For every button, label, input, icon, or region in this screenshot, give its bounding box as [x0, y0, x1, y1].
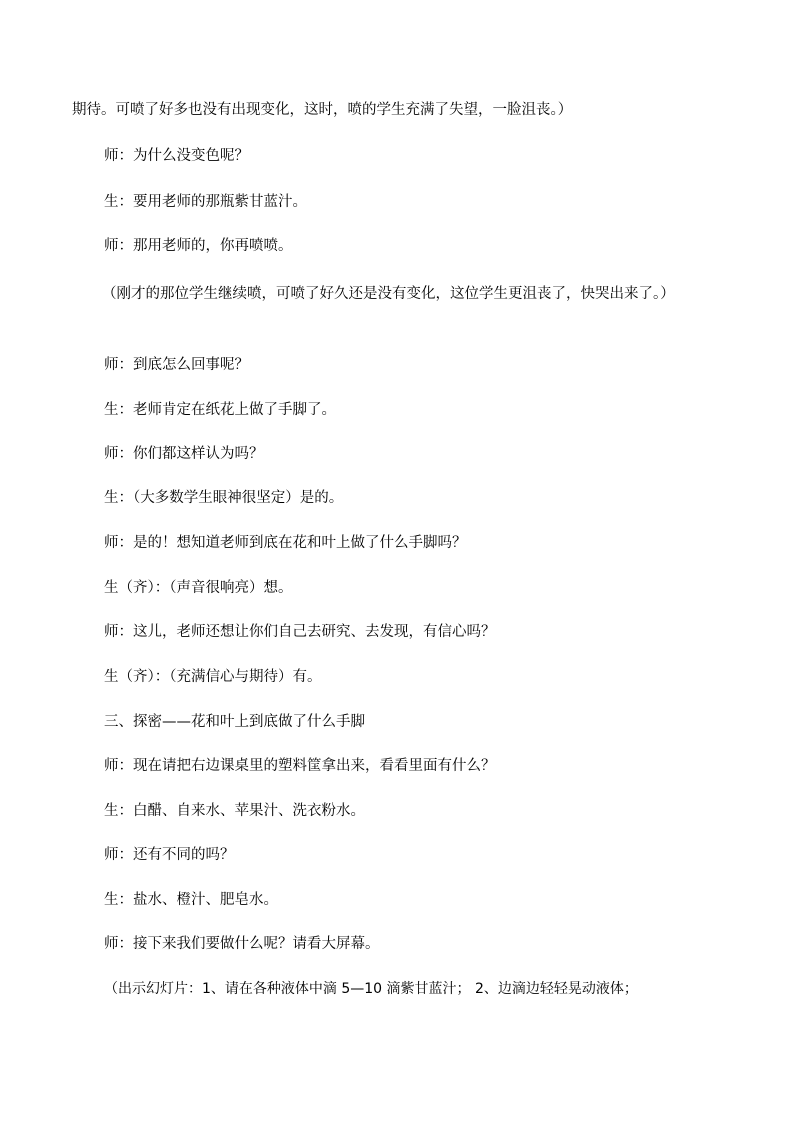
text-line: 师：还有不同的吗？ — [104, 847, 235, 863]
text-line: 师：你们都这样认为吗？ — [104, 446, 264, 462]
text-line: 师：那用老师的，你再喷喷。 — [104, 238, 293, 254]
text-line: 师：这儿，老师还想让你们自己去研究、去发现，有信心吗？ — [104, 624, 496, 640]
text-line: 师：为什么没变色呢？ — [104, 148, 249, 164]
text-line: 期待。可喷了好多也没有出现变化，这时，喷的学生充满了失望，一脸沮丧。） — [72, 102, 573, 118]
text-line: 生：（大多数学生眼神很坚定）是的。 — [104, 490, 344, 506]
text-paragraph: （刚才的那位学生继续喷，可喷了好久还是没有变化，这位学生更沮丧了，快哭出来了。） — [102, 286, 675, 302]
text-line: 生：盐水、橙汁、肥皂水。 — [104, 892, 278, 908]
text-line: 师：现在请把右边课桌里的塑料筐拿出来，看看里面有什么？ — [104, 758, 496, 774]
text-line: 师：到底怎么回事呢？ — [104, 357, 249, 373]
text-line: （出示幻灯片：1、请在各种液体中滴 5—10 滴紫甘蓝汁； 2、边滴边轻轻晃动液体； — [104, 981, 638, 997]
text-line: 生：白醋、自来水、苹果汁、洗衣粉水。 — [104, 803, 365, 819]
text-line: 生：要用老师的那瓶紫甘蓝汁。 — [104, 194, 307, 210]
text-line: 师：接下来我们要做什么呢？请看大屏幕。 — [104, 936, 380, 952]
text-line: 生（齐）：（声音很响亮）想。 — [104, 580, 293, 596]
text-line: 生：老师肯定在纸花上做了手脚了。 — [104, 402, 336, 418]
text-line: 生（齐）：（充满信心与期待）有。 — [104, 669, 322, 685]
section-heading: 三、探密——花和叶上到底做了什么手脚 — [104, 714, 365, 730]
text-line: 师：是的！想知道老师到底在花和叶上做了什么手脚吗？ — [104, 535, 467, 551]
